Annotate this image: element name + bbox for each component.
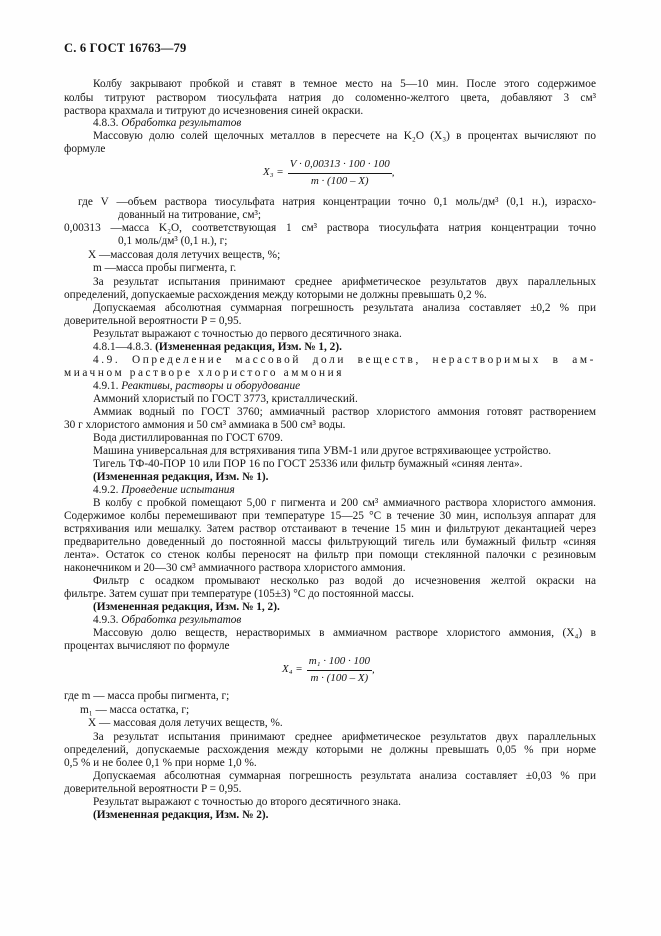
paragraph-line: формуле	[64, 143, 106, 155]
formula-numerator: m₁ · 100 · 100	[307, 655, 372, 671]
paragraph-line: доверительной вероятности P = 0,95.	[64, 783, 242, 795]
paragraph-line: процентах вычисляют по формуле	[64, 640, 230, 652]
paragraph-line: определений, допускаемые расхождения между которыми не должны превышать 0,05 % при норме	[64, 744, 596, 756]
paragraph-line: Вода дистиллированная по ГОСТ 6709.	[93, 432, 283, 444]
section-number: 4.9.1.	[93, 380, 119, 392]
section-title: Обработка результатов	[121, 614, 242, 626]
formula-lhs: X₃ =	[263, 166, 284, 179]
paragraph-line: колбы титруют раствором тиосульфата натрия до соломенно-желтого цвета, добавляют 3 см³	[64, 92, 596, 104]
paragraph-line: В колбу с пробкой помещают 5,00 г пигмента и 200 см³ аммиачного раствора хлористого аммония.	[93, 497, 596, 509]
section-heading	[93, 380, 300, 394]
definition-line: m₁ — масса остатка, г;	[80, 704, 190, 716]
definition-line: X —массовая доля летучих веществ, %;	[88, 249, 281, 261]
section-number: 4.9.2.	[93, 484, 119, 496]
paragraph-line: раствора крахмала и титруют до исчезновения синей окраски.	[64, 105, 364, 117]
section-heading	[93, 117, 241, 131]
amendment-note: (Измененная редакция, Изм. № 1).	[93, 471, 269, 483]
paragraph-line: Допускаемая абсолютная суммарная погрешность результата анализа составляет ±0,03 % при	[93, 770, 596, 782]
section-number: 4.9.3.	[93, 614, 119, 626]
amendment-note	[93, 341, 342, 355]
paragraph-line: фильтре. Затем сушат при температуре (105±3) °С до постоянной массы.	[64, 588, 414, 600]
paragraph-line: Результат выражают с точностью до второго десятичного знака.	[93, 796, 401, 808]
section-heading	[93, 614, 241, 628]
formula-lhs: X₄ =	[282, 663, 303, 676]
paragraph-line: Колбу закрывают пробкой и ставят в темное место на 5—10 мин. После этого содержимое	[93, 78, 596, 90]
paragraph-line: определений, допускаемые расхождения между которыми не должны превышать 0,2 %.	[64, 289, 487, 301]
paragraph-line: Машина универсальная для встряхивания типа УВМ-1 или другое встряхивающее устройство.	[93, 445, 552, 457]
page-header: С. 6 ГОСТ 16763—79	[64, 41, 187, 55]
definition-line: дованный на титрование, см³;	[118, 209, 262, 221]
paragraph-line: Тигель ТФ-40-ПОР 10 или ПОР 16 по ГОСТ 25336 или фильтр бумажный «синяя лента».	[93, 458, 523, 470]
section-title: Обработка результатов	[121, 117, 242, 129]
definition-line: 0,1 моль/дм³ (0,1 н.), г;	[118, 235, 228, 247]
paragraph-line: Содержимое колбы перемешивают при температуре 15—25 °С в течение 30 мин, используя аппарат для	[64, 510, 596, 522]
paragraph-line: 0,5 % и не более 0,1 % при норме 1,0 %.	[64, 757, 257, 769]
section-title: Реактивы, растворы и оборудование	[121, 380, 301, 392]
definition-line: m —масса пробы пигмента, г.	[93, 262, 237, 274]
formula-denominator: m · (100 – X)	[310, 174, 369, 187]
formula-denominator: m · (100 – X)	[310, 671, 369, 684]
section-title: Проведение испытания	[121, 484, 235, 496]
paragraph-line: Массовую долю солей щелочных металлов в пересчете на K₂O (X₃) в процентах вычисляют по	[93, 130, 596, 142]
paragraph-line: Фильтр с осадком промывают несколько раз водой до исчезновения желтой окраски на	[93, 575, 596, 587]
paragraph-line: Результат выражают с точностью до первого десятичного знака.	[93, 328, 402, 340]
amendment-text: (Измененная редакция, Изм. № 1, 2).	[155, 341, 342, 353]
section-heading: 4.9. Определение массовой доли веществ, нерастворимых в ам-	[93, 354, 596, 366]
formula-comma: ,	[391, 166, 395, 179]
paragraph-line: лента». Остаток со стенок колбы переносят на фильтр при помощи стеклянной палочки с резиновым	[64, 549, 596, 561]
section-heading: миачном растворе хлористого аммония	[64, 367, 345, 379]
paragraph-line: 30 г хлористого аммония и 50 см³ аммиака в 500 см³ воды.	[64, 419, 346, 431]
paragraph-line: Аммиак водный по ГОСТ 3760; аммиачный раствор хлористого аммония готовят растворением	[93, 406, 596, 418]
paragraph-line: доверительной вероятности P = 0,95.	[64, 315, 242, 327]
section-range: 4.8.1—4.8.3.	[93, 341, 153, 353]
formula-numerator: V · 0,00313 · 100 · 100	[288, 158, 392, 174]
formula-comma: ,	[372, 663, 375, 676]
paragraph-line: встряхивания или мешалку. Затем раствор отстаивают в течение 15 мин и фильтруют декантацией через	[64, 523, 596, 535]
paragraph-line: За результат испытания принимают среднее арифметическое результатов двух параллельных	[93, 276, 596, 288]
paragraph-line: Допускаемая абсолютная суммарная погрешность результата анализа составляет ±0,2 % при	[93, 302, 596, 314]
definition-line: где m — масса пробы пигмента, г;	[64, 690, 230, 702]
formula-x3	[263, 158, 395, 188]
paragraph-line: наконечником и 20—30 см³ аммиачного раствора хлористого аммония.	[64, 562, 406, 574]
definition-line: 0,00313 —масса K₂O, соответствующая 1 см³ раствора тиосульфата натрия концентрации точно	[64, 222, 596, 234]
paragraph-line: Аммоний хлористый по ГОСТ 3773, кристаллический.	[93, 393, 358, 405]
amendment-note: (Измененная редакция, Изм. № 2).	[93, 809, 269, 821]
definition-line: где V —объем раствора тиосульфата натрия концентрации точно 0,1 моль/дм³ (0,1 н.), израсхо-	[78, 196, 596, 208]
section-number: 4.8.3.	[93, 117, 119, 129]
section-heading	[93, 484, 235, 498]
formula-x4	[282, 655, 375, 685]
amendment-note: (Измененная редакция, Изм. № 1, 2).	[93, 601, 280, 613]
paragraph-line: Массовую долю веществ, нерастворимых в аммиачном растворе хлористого аммония, (X₄) в	[93, 627, 596, 639]
paragraph-line: За результат испытания принимают среднее арифметическое результатов двух параллельных	[93, 731, 596, 743]
definition-line: X — массовая доля летучих веществ, %.	[88, 717, 283, 729]
paragraph-line: предварительно доведенный до постоянной массы фильтрующий тигель или бумажный фильтр «синяя	[64, 536, 596, 548]
